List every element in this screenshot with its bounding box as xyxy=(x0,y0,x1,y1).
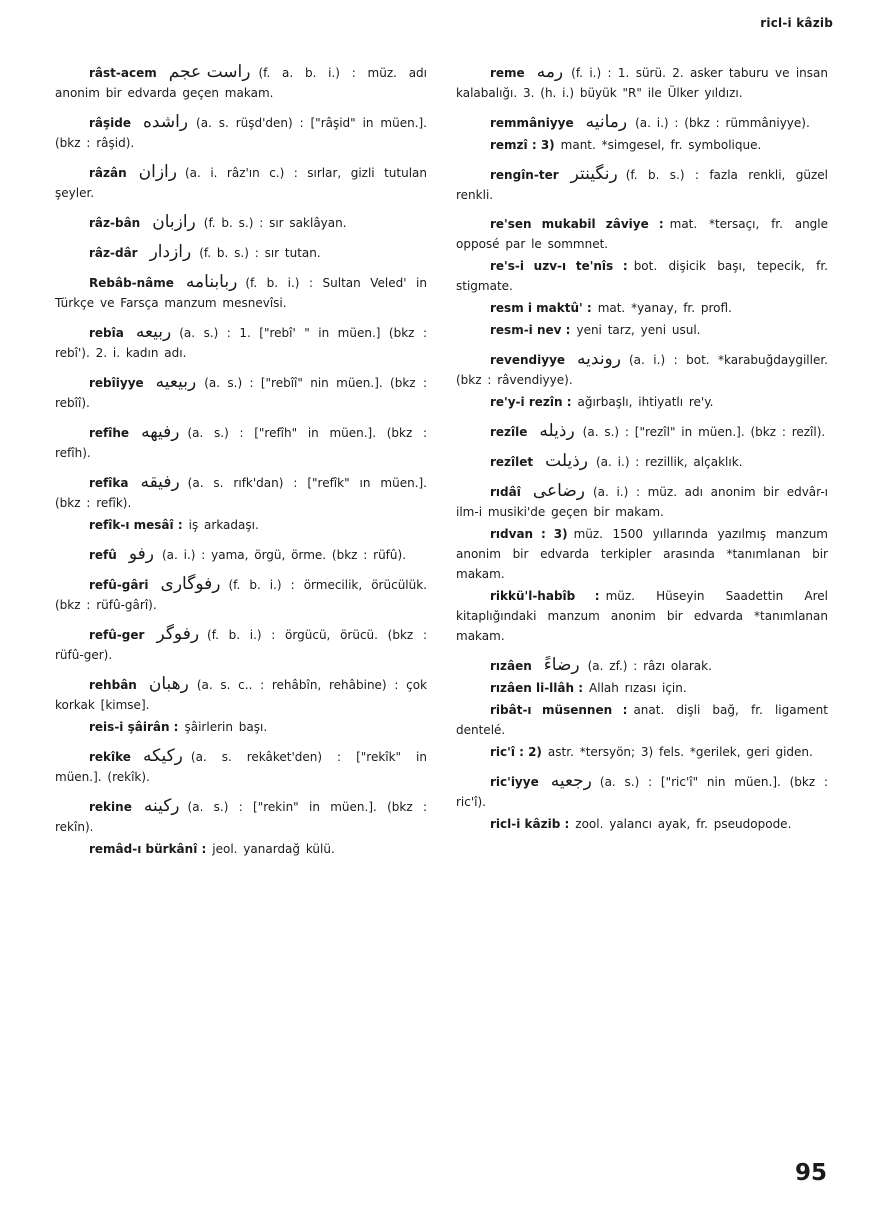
page-number: 95 xyxy=(794,1160,827,1186)
left-column xyxy=(55,62,427,868)
entry-arabic-script: رمه xyxy=(536,62,564,82)
entry-arabic-script: ربيعيه xyxy=(155,372,197,392)
entry-headword: rızâen li-llâh : xyxy=(490,681,584,695)
dictionary-entry xyxy=(55,242,427,263)
entry-definition: (a. s. rekâket'den) : ["rekîk" in müen.]. (rekîk). xyxy=(55,750,427,784)
dictionary-entry xyxy=(55,746,427,787)
entry-definition: mat. *yanay, fr. profl. xyxy=(597,301,732,315)
entry-headword: rebîiyye xyxy=(89,376,144,390)
entry-headword: refû-gâri xyxy=(89,578,149,592)
dictionary-entry xyxy=(456,678,828,698)
entry-headword: rebîa xyxy=(89,326,124,340)
entry-definition: (a. s. rüşd'den) : ["râşid" in müen.]. (bkz : râşid). xyxy=(55,116,427,150)
entry-headword: refîk-ı mesâî : xyxy=(89,518,183,532)
dictionary-entry xyxy=(456,256,828,296)
entry-headword: ribât-ı müsennen : xyxy=(490,703,628,717)
entry-arabic-script: رضاءً xyxy=(543,655,580,675)
dictionary-entry xyxy=(55,544,427,565)
dictionary-entry xyxy=(55,62,427,103)
dictionary-entry xyxy=(456,298,828,318)
dictionary-entry xyxy=(456,524,828,584)
entry-headword: revendiyye xyxy=(490,353,566,367)
entry-headword: rıdvan : 3) xyxy=(490,527,568,541)
entry-arabic-script: رمانيه xyxy=(585,112,628,132)
dictionary-entry xyxy=(55,717,427,737)
entry-definition: (a. s.) : ["ric'î" nin müen.]. (bkz : ric'î). xyxy=(456,775,828,809)
entry-arabic-script: رذيلت xyxy=(545,451,588,471)
entry-headword: rıdâî xyxy=(490,485,521,499)
entry-definition: zool. yalancı ayak, fr. pseudopode. xyxy=(575,817,792,831)
entry-arabic-script: راست عجم xyxy=(168,62,251,82)
dictionary-entry xyxy=(55,212,427,233)
entry-definition: şâirlerin başı. xyxy=(184,720,268,734)
entry-definition: mat. *tersaçı, fr. angle opposé par le sommnet. xyxy=(456,217,829,251)
entry-headword: rikkü'l-habîb : xyxy=(490,589,600,603)
entry-headword: refû xyxy=(89,548,117,562)
entry-definition: (a. i.) : (bkz : rümmâniyye). xyxy=(635,116,810,130)
entry-definition: (a. i.) : rezillik, alçaklık. xyxy=(596,455,743,469)
entry-definition: (f. b. i.) : Sultan Veled' in Türkçe ve Farsça manzum mesnevîsi. xyxy=(55,276,427,310)
dictionary-entry xyxy=(456,742,828,762)
entry-headword: rekine xyxy=(89,800,132,814)
entry-arabic-script: رفيقه xyxy=(140,472,180,492)
entry-definition: Allah rızası için. xyxy=(589,681,687,695)
right-column xyxy=(456,62,828,843)
dictionary-entry xyxy=(456,349,828,390)
dictionary-entry xyxy=(55,422,427,463)
entry-definition: müz. Hüseyin Saadettin Arel kitaplığındaki manzum anonim bir edvarda *tanımlanan makam. xyxy=(456,589,828,643)
dictionary-entry xyxy=(55,574,427,615)
entry-headword: râzân xyxy=(89,166,127,180)
entry-arabic-script: رذيله xyxy=(539,421,575,441)
entry-definition: (f. b. s.) : fazla renkli, güzel renkli. xyxy=(456,168,828,202)
entry-headword: râşide xyxy=(89,116,131,130)
entry-definition: anat. dişli bağ, fr. ligament dentelé. xyxy=(456,703,828,737)
entry-headword: refîka xyxy=(89,476,129,490)
dictionary-entry xyxy=(456,392,828,412)
dictionary-entry xyxy=(456,771,828,812)
dictionary-entry xyxy=(456,164,828,205)
entry-definition: jeol. yanardağ külü. xyxy=(212,842,335,856)
entry-headword: reis-i şâirân : xyxy=(89,720,179,734)
entry-arabic-script: رنگينتر xyxy=(570,164,618,184)
entry-definition: (a. i. râz'ın c.) : sırlar, gizli tutulan şeyler. xyxy=(55,166,427,200)
entry-headword: rızâen xyxy=(490,659,532,673)
dictionary-entry xyxy=(55,162,427,203)
entry-definition: (a. s.) : ["refîh" in müen.]. (bkz : refîh). xyxy=(55,426,427,460)
dictionary-entry xyxy=(55,322,427,363)
entry-headword: rehbân xyxy=(89,678,137,692)
entry-definition: (a. s.) : ["rekin" in müen.]. (bkz : rekîn). xyxy=(55,800,427,834)
dictionary-entry xyxy=(456,62,828,103)
dictionary-entry xyxy=(55,674,427,715)
entry-definition: (a. s.) : 1. ["rebî' " in müen.] (bkz : rebî'). 2. i. kadın adı. xyxy=(55,326,427,360)
running-head: ricl-i kâzib xyxy=(760,16,833,30)
entry-headword: ric'î : 2) xyxy=(490,745,542,759)
entry-arabic-script: ركينه xyxy=(143,796,180,816)
dictionary-entry xyxy=(456,481,828,522)
entry-definition: ağırbaşlı, ihtiyatlı re'y. xyxy=(577,395,714,409)
entry-definition: mant. *simgesel, fr. symbolique. xyxy=(560,138,762,152)
entry-definition: (a. s.) : ["rezîl" in müen.]. (bkz : rezîl). xyxy=(582,425,826,439)
dictionary-entry xyxy=(456,700,828,740)
entry-headword: rezîlet xyxy=(490,455,534,469)
entry-definition: (f. b. s.) : sır tutan. xyxy=(199,246,321,260)
entry-headword: resm-i nev : xyxy=(490,323,571,337)
entry-arabic-script: رفوگر xyxy=(156,624,200,644)
dictionary-entry xyxy=(456,320,828,340)
entry-definition: (f. a. b. i.) : müz. adı anonim bir edvarda geçen makam. xyxy=(55,66,427,100)
dictionary-entry xyxy=(456,451,828,472)
entry-headword: rengîn-ter xyxy=(490,168,559,182)
entry-arabic-script: ركيكه xyxy=(142,746,183,766)
entry-definition: astr. *tersyön; 3) fels. *gerilek, geri giden. xyxy=(547,745,813,759)
entry-headword: refîhe xyxy=(89,426,130,440)
entry-arabic-script: رفيهه xyxy=(141,422,180,442)
dictionary-entry xyxy=(55,472,427,513)
dictionary-entry xyxy=(55,796,427,837)
entry-arabic-script: رهبان xyxy=(148,674,189,694)
entry-definition: yeni tarz, yeni usul. xyxy=(576,323,701,337)
dictionary-entry xyxy=(456,214,828,254)
entry-arabic-script: راشده xyxy=(143,112,189,132)
entry-definition: (a. s.) : ["rebîî" nin müen.]. (bkz : rebîî). xyxy=(55,376,427,410)
entry-arabic-script: رفو xyxy=(128,544,154,564)
dictionary-entry xyxy=(55,624,427,665)
entry-arabic-script: رجعيه xyxy=(550,771,592,791)
entry-arabic-script: ربابنامه xyxy=(185,272,238,292)
entry-arabic-script: رازدار xyxy=(149,242,192,262)
dictionary-entry xyxy=(55,272,427,313)
dictionary-entry xyxy=(456,421,828,442)
dictionary-entry xyxy=(55,515,427,535)
entry-headword: râst-acem xyxy=(89,66,157,80)
entry-definition: (a. s. rıfk'dan) : ["refîk" ın müen.]. (bkz : refîk). xyxy=(55,476,427,510)
dictionary-entry xyxy=(456,112,828,133)
entry-definition: (a. i.) : bot. *karabuğdaygiller. (bkz : râvendiyye). xyxy=(456,353,828,387)
entry-definition: iş arkadaşı. xyxy=(188,518,259,532)
entry-headword: remmâniyye xyxy=(490,116,574,130)
entry-headword: remzî : 3) xyxy=(490,138,555,152)
entry-headword: râz-dâr xyxy=(89,246,138,260)
dictionary-entry xyxy=(456,814,828,834)
entry-headword: ricl-i kâzib : xyxy=(490,817,570,831)
entry-headword: rekîke xyxy=(89,750,131,764)
entry-definition: (f. b. i.) : örgücü, örücü. (bkz : rüfû-ger). xyxy=(55,628,427,662)
dictionary-entry xyxy=(55,839,427,859)
entry-headword: re's-i uzv-ı te'nîs : xyxy=(490,259,628,273)
entry-definition: (f. b. s.) : sır saklâyan. xyxy=(203,216,347,230)
entry-headword: reme xyxy=(490,66,525,80)
entry-arabic-script: روندیه xyxy=(577,349,621,369)
entry-arabic-script: رضاعی xyxy=(532,481,585,501)
entry-definition: (a. zf.) : râzı olarak. xyxy=(587,659,712,673)
entry-definition: (a. s. c.. : rehâbîn, rehâbine) : çok korkak [kimse]. xyxy=(55,678,427,712)
entry-definition: (f. b. i.) : örmecilik, örücülük. (bkz : rüfû-gârî). xyxy=(55,578,427,612)
entry-arabic-script: رفوگاری xyxy=(160,574,221,594)
entry-headword: refû-ger xyxy=(89,628,145,642)
entry-definition: (f. i.) : 1. sürü. 2. asker taburu ve insan kalabalığı. 3. (h. i.) büyük "R" ile Ülker yıldızı. xyxy=(456,66,828,100)
entry-headword: rezîle xyxy=(490,425,528,439)
dictionary-entry xyxy=(456,135,828,155)
dictionary-entry xyxy=(55,372,427,413)
entry-definition: müz. 1500 yıllarında yazılmış manzum anonim bir edvarda terkipler arasında *tanımlanan bir makam. xyxy=(456,527,828,581)
entry-headword: remâd-ı bürkânî : xyxy=(89,842,207,856)
entry-headword: re'y-i rezîn : xyxy=(490,395,572,409)
entry-headword: re'sen mukabil zâviye : xyxy=(490,217,664,231)
entry-arabic-script: رازان xyxy=(138,162,177,182)
entry-definition: (a. i.) : müz. adı anonim bir edvâr-ı ilm-i musiki'de geçen bir makam. xyxy=(456,485,828,519)
entry-definition: bot. dişicik başı, tepecik, fr. stigmate. xyxy=(456,259,828,293)
dictionary-entry xyxy=(55,112,427,153)
dictionary-entry xyxy=(456,655,828,676)
entry-headword: ric'iyye xyxy=(490,775,539,789)
entry-headword: Rebâb-nâme xyxy=(89,276,174,290)
entry-headword: râz-bân xyxy=(89,216,141,230)
entry-definition: (a. i.) : yama, örgü, örme. (bkz : rüfû). xyxy=(161,548,407,562)
entry-arabic-script: ربيعه xyxy=(135,322,172,342)
entry-headword: resm i maktû' : xyxy=(490,301,592,315)
entry-arabic-script: رازبان xyxy=(152,212,196,232)
dictionary-entry xyxy=(456,586,828,646)
